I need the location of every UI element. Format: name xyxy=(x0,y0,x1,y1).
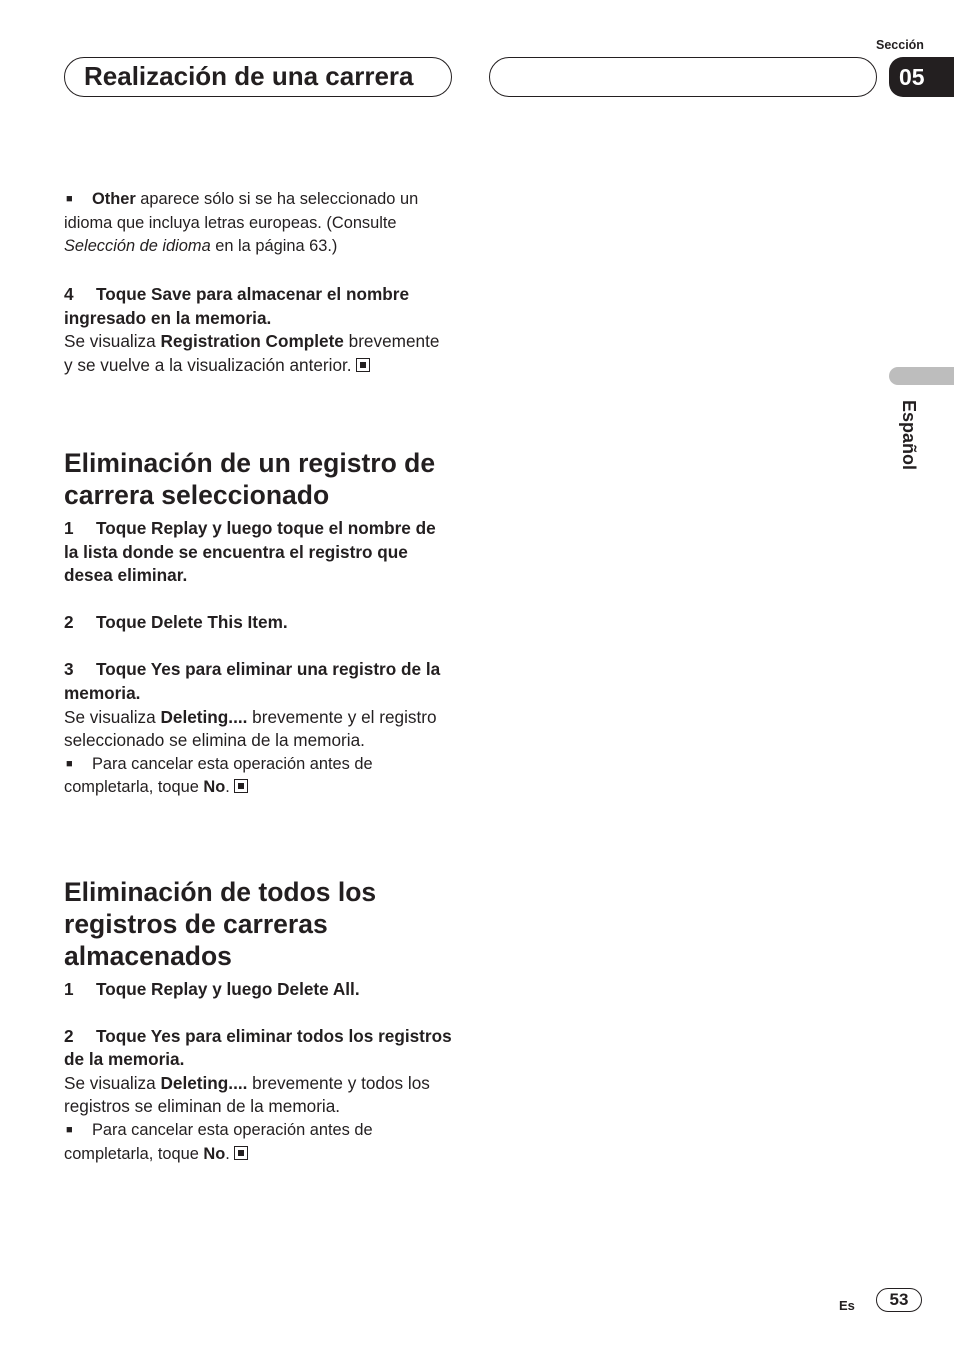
cancel-note xyxy=(64,1119,452,1166)
note-other-text: aparece sólo si se ha seleccionado un idioma que incluya letras europeas. (Consulte xyxy=(64,190,419,232)
section-heading: Eliminación de un registro de carrera seleccionado xyxy=(64,448,436,510)
desc-text-end: brevemente y se vuelve a la visualización anterior. xyxy=(64,331,440,375)
step-number: 1 xyxy=(64,979,74,999)
note-bold: No xyxy=(203,778,226,797)
note-text: Para cancelar esta operación antes de completarla, toque xyxy=(64,754,373,797)
note-other-link: Selección de idioma xyxy=(64,237,211,256)
language-label: Español xyxy=(899,400,919,471)
step-text: Toque Replay y luego toque el nombre de la lista donde se encuentra el registro que desea eliminar. xyxy=(64,518,436,586)
section-heading: Eliminación de todos los registros de carreras almacenados xyxy=(64,877,377,971)
step-2 xyxy=(64,611,452,635)
note-text: Para cancelar esta operación antes de completarla, toque xyxy=(64,1120,373,1163)
end-mark-icon xyxy=(356,358,370,372)
step-text: Toque Yes para eliminar todos los registros de la memoria. xyxy=(64,1025,452,1070)
desc-bold: Deleting.... xyxy=(160,706,248,727)
note-text-end: . xyxy=(225,778,230,797)
step-text: Toque Yes para eliminar una registro de la memoria. xyxy=(64,659,441,703)
section-number-badge: 05 xyxy=(889,57,954,97)
step-number: 2 xyxy=(64,611,74,632)
step-2 xyxy=(64,1025,452,1072)
language-tab-marker xyxy=(889,367,954,385)
note-other-text-end: en la página 63.) xyxy=(210,237,338,256)
desc-text: Se visualiza xyxy=(64,706,161,727)
note-text-end: . xyxy=(225,1144,230,1163)
step-number: 1 xyxy=(64,518,74,538)
note-bold: No xyxy=(203,1144,226,1163)
step-2-description xyxy=(64,1072,452,1119)
step-number: 3 xyxy=(64,659,74,680)
step-save-description xyxy=(64,330,452,377)
header-empty-frame xyxy=(489,57,877,97)
step-number: 2 xyxy=(64,1025,74,1046)
section-delete-selected xyxy=(64,447,452,800)
desc-text-end: brevemente y el registro seleccionado se elimina de la memoria. xyxy=(64,706,437,751)
step-1 xyxy=(64,517,452,588)
note-other-bold: Other xyxy=(92,190,136,208)
desc-bold: Registration Complete xyxy=(160,331,344,352)
step-text: Toque Replay y luego Delete All. xyxy=(96,979,360,999)
step-text: Toque Delete This Item. xyxy=(96,611,288,632)
section-delete-all xyxy=(64,876,452,1166)
desc-bold: Deleting.... xyxy=(160,1072,248,1093)
note-other xyxy=(64,188,452,259)
step-number: 4 xyxy=(64,284,74,304)
page-title: Realización de una carrera xyxy=(84,61,414,91)
note-other-block xyxy=(64,188,452,259)
desc-text-end: brevemente y todos los registros se eliminan de la memoria. xyxy=(64,1072,430,1117)
footer-language-code: Es xyxy=(839,1298,855,1313)
end-mark-icon xyxy=(234,1146,248,1160)
step-3 xyxy=(64,658,452,705)
cancel-note xyxy=(64,753,452,800)
page-number: 53 xyxy=(876,1288,922,1312)
step-text: Toque Save para almacenar el nombre ingresado en la memoria. xyxy=(64,284,409,328)
desc-text: Se visualiza xyxy=(64,1072,161,1093)
step-save-block xyxy=(64,283,452,377)
end-mark-icon xyxy=(234,779,248,793)
section-label: Sección xyxy=(876,38,924,52)
step-save xyxy=(64,283,452,330)
desc-text: Se visualiza xyxy=(64,331,161,352)
step-1 xyxy=(64,978,452,1002)
step-3-description xyxy=(64,706,452,753)
